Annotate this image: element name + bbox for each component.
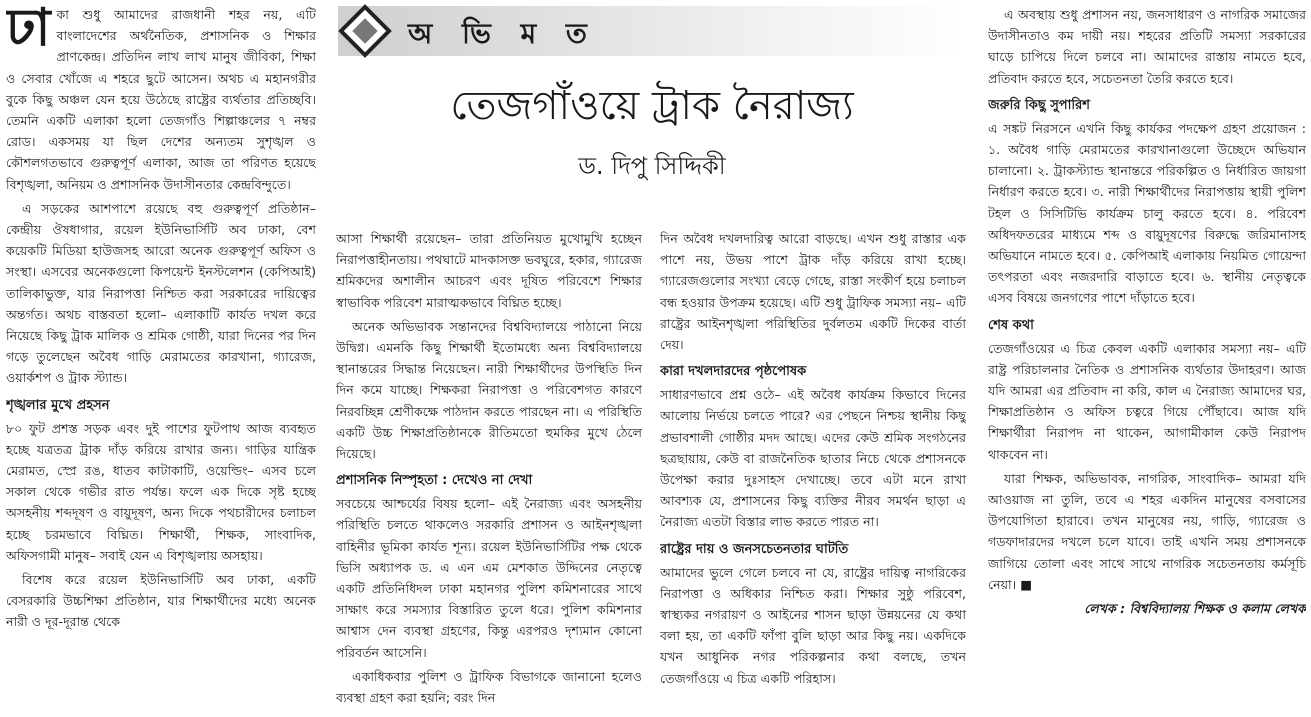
column-1 — [6, 4, 316, 714]
subheading: রাষ্ট্রের দায় ও জনসচেতনতার ঘাটতি — [660, 541, 849, 557]
paragraph: সবচেয়ে আশ্চর্যের বিষয় হলো– এই নৈরাজ্য এবং অসহনীয় পরিস্থিতি চলতে থাকলেও সরকারি প্রশাসন ও আইনশৃঙ্খলা বাহিনীর ভূমিকা কার্যত শূন্য। রয়েল ইউনিভার্সিটির পক্ষ থেকে ভিসি অধ্যাপক ড. এ এন এম মেশকাত উদ্দিনের নেতৃত্বে একটি প্রতিনিধিদল ঢাকা মহানগর পুলিশ কমিশনারের সাথে সাক্ষাৎ করে সমস্যার বিস্তারিত তুলে ধরে। পুলিশ কমিশনার আশ্বাস দেন ব্যবস্থা গ্রহণের, কিন্তু এরপরও দৃশ্যমান কোনো পরিবর্তন আসেনি। — [336, 496, 642, 660]
dropcap: ঢা — [6, 4, 51, 58]
subheading: প্রশাসনিক নিস্পৃহতা : দেখেও না দেখা — [336, 473, 533, 489]
diamond-icon — [338, 4, 392, 58]
headline: তেজগাঁওয়ে ট্রাক নৈরাজ্য — [450, 83, 854, 129]
subheading: শৃঙ্খলার মুখে প্রহসন — [6, 397, 110, 413]
paragraph: বিশেষ করে রয়েল ইউনিভার্সিটি অব ঢাকা, একটি বেসরকারি উচ্চশিক্ষা প্রতিষ্ঠান, যার শিক্ষার্থীদের মধ্যে অনেক নারী ও দূর-দূরান্ত থেকে — [6, 572, 316, 630]
paragraph: কা শুধু আমাদের রাজধানী শহর নয়, এটি বাংলাদেশের অর্থনৈতিক, প্রশাসনিক ও শিক্ষার প্রাণকেন্দ্র। প্রতিদিন লাখ লাখ মানুষ জীবিকা, শিক্ষা ও সেবার খোঁজে এ শহরে ছুটে আসেন। অথচ এ মহানগরীর বুকে কিছু অঞ্চল যেন হয়ে উঠেছে রাষ্ট্রের ব্যর্থতার প্রতিচ্ছবি। তেমনি একটি এলাকা হলো তেজগাঁও শিল্পাঞ্চলের ৭ নম্বর রোড। একসময় যা ছিল দেশের অন্যতম সুশৃঙ্খল ও কৌশলগতভাবে গুরুত্বপূর্ণ এলাকা, আজ তা পরিণত হয়েছে বিশৃঙ্খলা, অনিয়ম ও প্রশাসনিক উদাসীনতার কেন্দ্রবিন্দুতে। — [6, 7, 316, 192]
paragraph: আসা শিক্ষার্থী রয়েছেন– তারা প্রতিনিয়ত মুখোমুখি হচ্ছেন নিরাপত্তাহীনতায়। পথঘাটে মাদকাসক্ত ভবঘুরে, হকার, গ্যারেজ শ্রমিকদের অশালীন আচরণ এবং দূষিত পরিবেশে শিক্ষার স্বাভাবিক পরিবেশ মারাত্মকভাবে বিঘ্নিত হচ্ছে। — [336, 231, 642, 310]
paragraph: এ সড়কের আশপাশে রয়েছে বহু গুরুত্বপূর্ণ প্রতিষ্ঠান– কেন্দ্রীয় ঔষধাগার, রয়েল ইউনিভার্সিটি অব ঢাকা, বেশ কয়েকটি মিডিয়া হাউজসহ আরো অনেক গুরুত্বপূর্ণ অফিস ও সংস্থা। এসবের অনেকগুলো কিপয়েন্ট ইনস্টলেশন (কেপিআই) তালিকাভুক্ত, যার নিরাপত্তা নিশ্চিত করা সরকারের দায়িত্বের অন্তর্গত। অথচ বাস্তবতা হলো– এলাকাটি কার্যত দখল করে নিয়েছে কিছু ট্রাক মালিক ও শ্রমিক গোষ্ঠী, যারা দিনের পর দিন গড়ে তুলেছেন অবৈধ গাড়ি মেরামতের কারখানা, গ্যারেজ, ওয়ার্কশপ ও ট্রাক স্ট্যান্ড। — [6, 200, 316, 386]
section-label: অ ভি ম ত — [408, 17, 597, 50]
paragraph: একাধিকবার পুলিশ ও ট্রাফিক বিভাগকে জানানো হলেও ব্যবস্থা গ্রহণ করা হয়নি; বরং দিন — [336, 668, 642, 706]
paragraph: সাধারণভাবে প্রশ্ন ওঠে– এই অবৈধ কার্যক্রম কিভাবে দিনের আলোয় নির্ভয়ে চলতে পারে? এর পেছনে নিশ্চয় স্থানীয় কিছু প্রভাবশালী গোষ্ঠীর মদদ আছে। এদের কেউ শ্রমিক সংগঠনের ছত্রছায়ায়, কেউ বা রাজনৈতিক ছাতার নিচে থেকে প্রশাসনকে উপেক্ষা করার দুঃসাহস দেখাচ্ছে। তবে এটা মনে রাখা আবশ্যক যে, প্রশাসনের কিছু ব্যক্তির নীরব সমর্থন ছাড়া এ নৈরাজ্য এতটা বিস্তার লাভ করতে পারত না। — [660, 387, 966, 530]
column-3 — [660, 228, 966, 712]
paragraph: ৮০ ফুট প্রশস্ত সড়ক এবং দুই পাশের ফুটপাথ আজ ব্যবহৃত হচ্ছে যত্রতত্র ট্রাক দাঁড় করিয়ে রাখার জন্য। গাড়ির যান্ত্রিক মেরামত, স্প্রে রঙ, ধাতব কাটাকাটি, ওয়েল্ডিং– এসব চলে সকাল থেকে গভীর রাত পর্যন্ত। ফলে এক দিকে সৃষ্ট হচ্ছে অসহনীয় শব্দদূষণ ও বায়ুদূষণ, অন্য দিকে পথচারীদের চলাচল হচ্ছে চরমভাবে বিঘ্নিত। শিক্ষার্থী, শিক্ষক, সাংবাদিক, অফিসগামী মানুষ– সবাই যেন এ বিশৃঙ্খলায় অসহায়। — [6, 420, 316, 563]
paragraph: যারা শিক্ষক, অভিভাবক, নাগরিক, সাংবাদিক– আমরা যদি আওয়াজ না তুলি, তবে এ শহর একদিন মানুষের বসবাসের উপযোগিতা হারাবে। তখন মানুষের নয়, গাড়ি, গ্যারেজ ও গডফাদারদের দখলে চলে যাবে। তাই এখনি সময় প্রশাসনকে জাগিয়ে তোলা এবং সাথে সাথে নাগরিক সচেতনতায় কর্মসূচি নেয়া। ■ — [988, 470, 1306, 592]
subheading: কারা দখলদারদের পৃষ্ঠপোষক — [660, 364, 807, 380]
paragraph: অনেক অভিভাবক সন্তানদের বিশ্ববিদ্যালয়ে পাঠানো নিয়ে উদ্বিগ্ন। এমনকি কিছু শিক্ষার্থী ইতোমধ্যে অন্য বিশ্ববিদ্যালয়ে স্থানান্তরের সিদ্ধান্ত নিয়েছেন। নারী শিক্ষার্থীদের উপস্থিতি দিন দিন কমে যাচ্ছে। শিক্ষকরা নিরাপত্তা ও পরিবেশগত কারণে নিরবচ্ছিন্ন শ্রেণীকক্ষে পাঠদান করতে পারছেন না। এ পরিস্থিতি একটি উচ্চ শিক্ষাপ্রতিষ্ঠানকে রীতিমতো হুমকির মুখে ঠেলে দিয়েছে। — [336, 318, 642, 462]
paragraph: দিন অবৈধ দখলদারিত্ব আরো বাড়ছে। এখন শুধু রাস্তার এক পাশে নয়, উভয় পাশে ট্রাক দাঁড় করিয়ে রাখা হচ্ছে। গ্যারেজগুলোর সংখ্যা বেড়ে গেছে, রাস্তা সংকীর্ণ হয়ে চলাচল বন্ধ হওয়ার উপক্রম হয়েছে। এটি শুধু ট্রাফিক সমস্যা নয়– এটি রাষ্ট্রের আইনশৃঙ্খলা পরিস্থিতির দুর্বলতম একটি দিকের বার্তা দেয়। — [660, 231, 966, 353]
column-2 — [336, 228, 642, 712]
section-header — [338, 6, 966, 56]
paragraph: এ অবস্থায় শুধু প্রশাসন নয়, জনসাধারণ ও নাগরিক সমাজের উদাসীনতাও কম দায়ী নয়। শহরের প্রতিটি সমস্যা সরকারের ঘাড়ে চাপিয়ে দিলে চলবে না। আমাদের রাস্তায় নামতে হবে, প্রতিবাদ করতে হবে, সচেতনতা তৈরি করতে হবে। — [988, 7, 1306, 86]
subheading: জরুরি কিছু সুপারিশ — [988, 97, 1090, 113]
byline: ড. দিপু সিদ্দিকী — [578, 152, 726, 180]
subheading: শেষ কথা — [988, 317, 1034, 333]
paragraph: এ সঙ্কট নিরসনে এখনি কিছু কার্যকর পদক্ষেপ গ্রহণ প্রয়োজন : ১. অবৈধ গাড়ি মেরামতের কারখানাগুলো উচ্ছেদে অভিযান চালানো। ২. ট্রাকস্ট্যান্ড স্থানান্তরে পরিকল্পিত ও নির্ধারিত জায়গা নির্ধারণ করতে হবে। ৩. নারী শিক্ষার্থীদের নিরাপত্তায় স্থায়ী পুলিশ টহল ও সিসিটিভি কার্যক্রম চালু করতে হবে। ৪. পরিবেশ অধিদফতরের মাধ্যমে শব্দ ও বায়ুদূষণের বিরুদ্ধে জরিমানাসহ অভিযানে নামতে হবে। ৫. কেপিআই এলাকায় নিয়মিত গোয়েন্দা তৎপরতা এবং নজরদারি বাড়াতে হবে। ৬. স্থানীয় নেতৃত্বকে এসব বিষয়ে জনগণের পাশে দাঁড়াতে হবে। — [988, 120, 1306, 306]
paragraph: আমাদের ভুলে গেলে চলবে না যে, রাষ্ট্রের দায়িত্ব নাগরিকের নিরাপত্তা ও অধিকার নিশ্চিত করা। শিক্ষার সুষ্ঠু পরিবেশ, স্বাস্থ্যকর নগরায়ণ ও আইনের শাসন ছাড়া উন্নয়নের যে কথা বলা হয়, তা একটি ফাঁপা বুলি ছাড়া আর কিছু নয়। একদিকে যখন আধুনিক নগর পরিকল্পনার কথা বলছে, তখন তেজগাঁওয়ে এ চিত্র একটি পরিহাস। — [660, 564, 966, 686]
author-note: লেখক : বিশ্ববিদ্যালয় শিক্ষক ও কলাম লেখক — [1084, 601, 1306, 617]
paragraph: তেজগাঁওয়ের এ চিত্র কেবল একটি এলাকার সমস্যা নয়– এটি রাষ্ট্র পরিচালনার নৈতিক ও প্রশাসনিক ব্যর্থতার উদাহরণ। আজ যদি আমরা এর প্রতিবাদ না করি, কাল এ নৈরাজ্য আমাদের ঘর, শিক্ষাপ্রতিষ্ঠান ও অফিস চত্বরে গিয়ে পৌঁছাবে। আজ যদি শিক্ষার্থীরা নিরাপদ না থাকেন, আগামীকাল কেউ নিরাপদ থাকবেন না। — [988, 340, 1306, 462]
column-4 — [988, 4, 1306, 714]
